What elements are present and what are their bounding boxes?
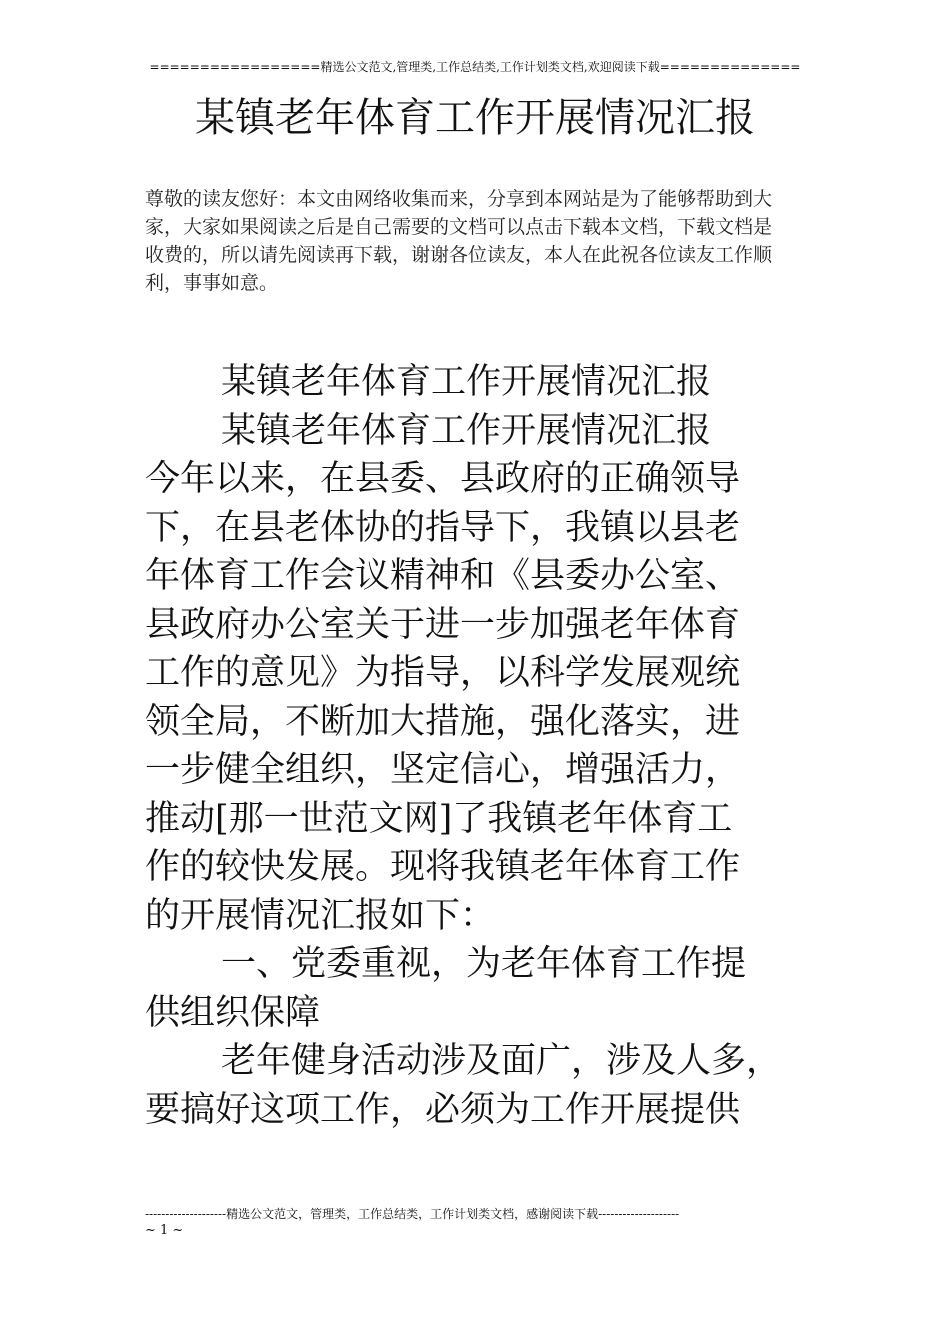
body-line: 县政府办公室关于进一步加强老年体育	[145, 604, 741, 645]
reader-notice	[145, 185, 805, 297]
body-line: 推动[那一世范文网]了我镇老年体育工	[145, 798, 733, 839]
body-line: 领全局，不断加大措施，强化落实，进	[145, 701, 741, 742]
body-heading: 某镇老年体育工作开展情况汇报	[221, 362, 712, 402]
section-heading: 一、党委重视，为老年体育工作提	[221, 944, 747, 984]
body-subheading: 某镇老年体育工作开展情况汇报	[221, 410, 712, 451]
notice-line: 收费的，所以请先阅读再下载，谢谢各位读友，本人在此祝各位读友工作顺	[145, 244, 773, 266]
page-number: ~ 1 ~	[145, 1223, 184, 1238]
body-line: 工作的意见》为指导，以科学发展观统	[145, 653, 741, 693]
body-line: 要搞好这项工作，必须为工作开展提供	[145, 1089, 741, 1130]
body-line: 年体育工作会议精神和《县委办公室、	[145, 556, 741, 596]
footer-banner: --------------------精选公文范文，管理类，工作总结类，工作计划类文档，感谢阅读下载--------------------	[145, 1207, 680, 1221]
notice-line: 家，大家如果阅读之后是自己需要的文档可以点击下载本文档，下载文档是	[145, 216, 773, 238]
body-line: 下，在县老体协的指导下，我镇以县老	[145, 507, 741, 548]
body-line: 的开展情况汇报如下：	[145, 895, 496, 936]
document-title: 某镇老年体育工作开展情况汇报	[195, 95, 755, 141]
body-line: 今年以来，在县委、县政府的正确领导	[145, 459, 741, 499]
notice-line: 尊敬的读友您好：本文由网络收集而来，分享到本网站是为了能够帮助到大	[145, 188, 773, 210]
header-banner: =================精选公文范文,管理类,工作总结类,工作计划类文档,欢迎阅读下载==============	[149, 60, 801, 74]
body-line: 一步健全组织，坚定信心，增强活力，	[145, 750, 741, 790]
body-line: 老年健身活动涉及面广，涉及人多，	[221, 1041, 782, 1081]
section-heading-continued: 供组织保障	[145, 992, 321, 1033]
notice-line: 利，事事如意。	[145, 272, 279, 294]
body-line: 作的较快发展。现将我镇老年体育工作	[145, 847, 741, 887]
document-body	[145, 358, 815, 1134]
